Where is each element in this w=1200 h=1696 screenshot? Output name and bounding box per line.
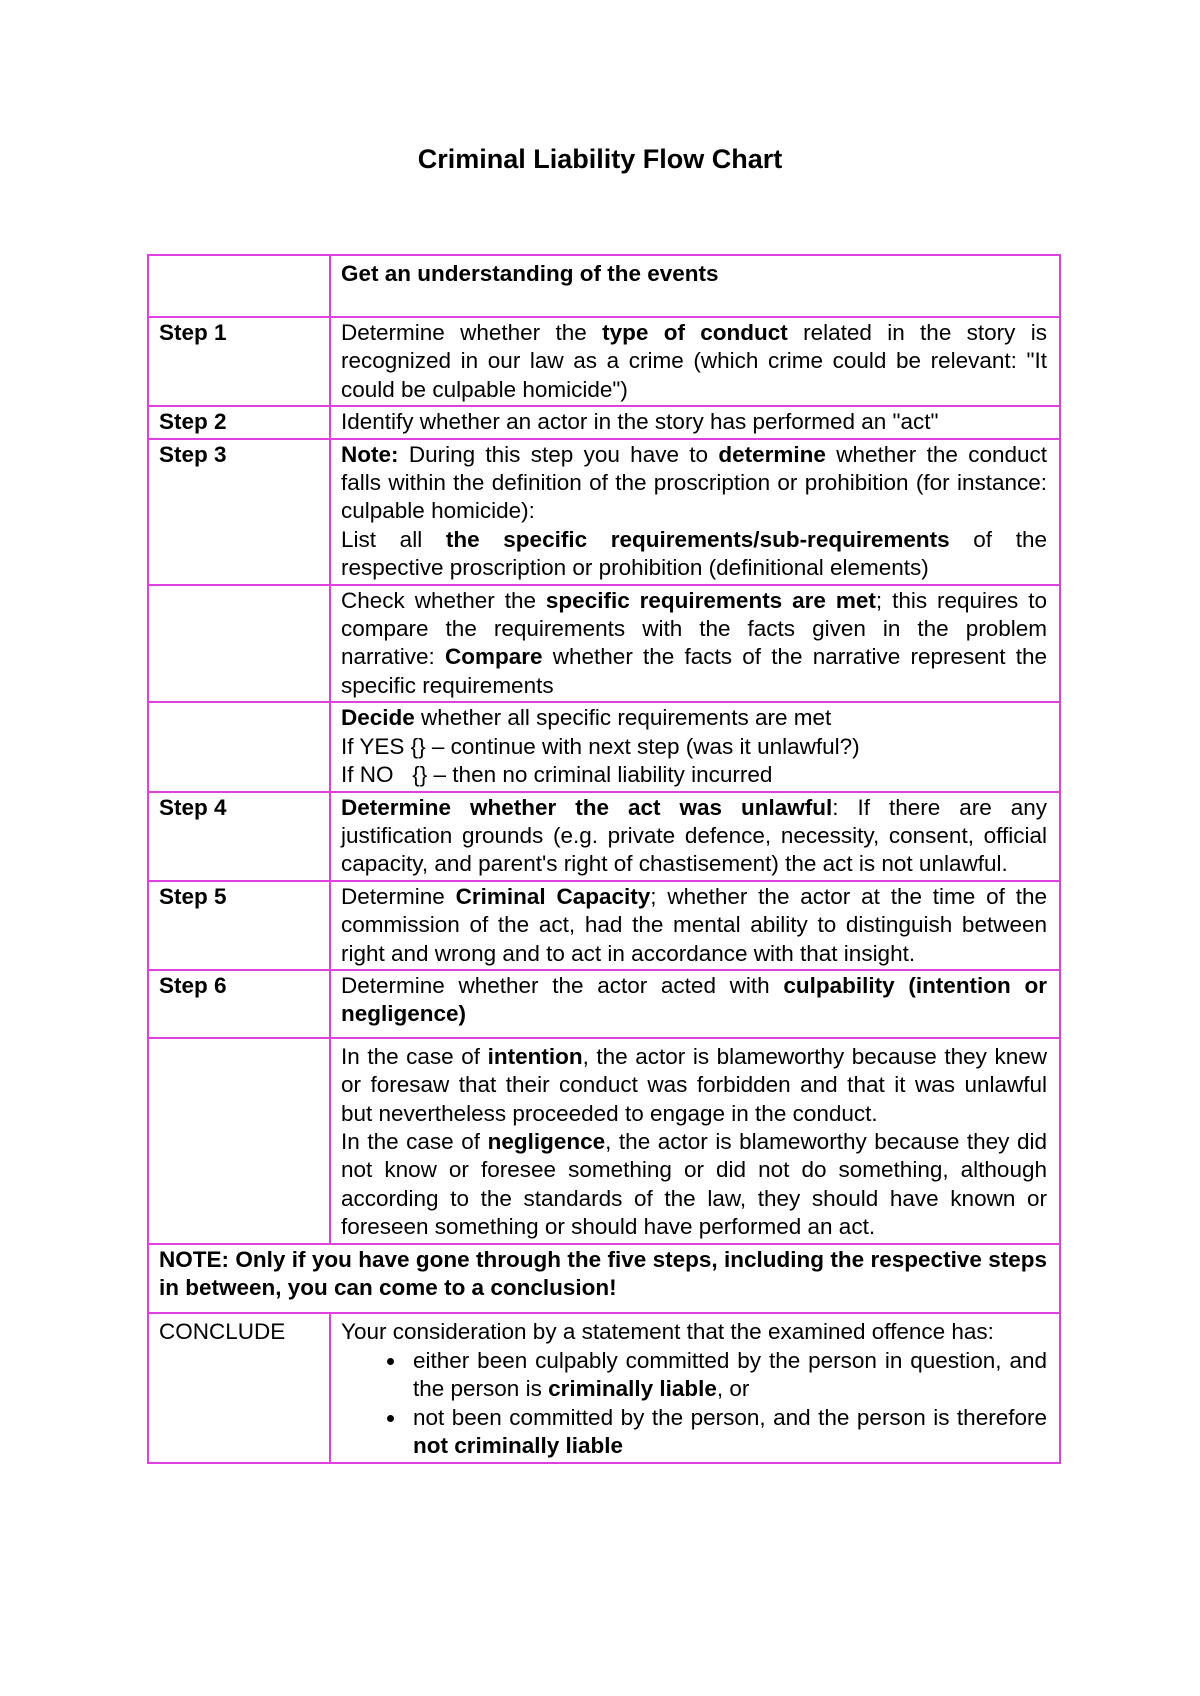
step-1-label: Step 1 xyxy=(148,317,330,406)
step-1-text xyxy=(330,317,1060,406)
header-label-cell xyxy=(148,255,330,317)
bold-run: not criminally liable xyxy=(413,1433,624,1459)
decide-text xyxy=(330,702,1060,791)
list-item xyxy=(407,1404,1047,1461)
step-2-text: Identify whether an actor in the story has performed an "act" xyxy=(330,406,1060,438)
conclude-text xyxy=(330,1313,1060,1463)
check-requirements-text xyxy=(330,585,1060,703)
text-run: Determine whether the actor acted with xyxy=(341,972,784,998)
step-6-text xyxy=(330,970,1060,1038)
text-run: whether the conduct falls within the definition of the proscription or prohibition (for instance: culpable homicide): xyxy=(341,441,1047,524)
flow-chart-table xyxy=(147,254,1061,1464)
text-run: Determine whether the xyxy=(341,320,603,345)
text-run: ; this requires to compare the requirements with the facts given in the problem narrative: xyxy=(341,587,1048,670)
bold-run: Compare xyxy=(445,644,543,670)
text-run: , or xyxy=(716,1376,750,1402)
bold-run: negligence xyxy=(487,1128,606,1154)
bold-run: Determine whether the act was unlawful xyxy=(341,794,833,820)
header-text-cell xyxy=(330,255,1060,317)
bold-run: culpability (intention or negligence) xyxy=(341,972,1047,1027)
table-row xyxy=(148,406,1060,438)
table-row xyxy=(148,702,1060,791)
empty-label-cell xyxy=(148,585,330,703)
text-run: ; whether the actor at the time of the commission of the act, had the mental ability to distinguish between right and wrong and to act in accordance with that insight. xyxy=(341,883,1047,966)
step-6-label: Step 6 xyxy=(148,970,330,1038)
bold-run: criminally liable xyxy=(548,1376,717,1402)
culpability-text xyxy=(330,1038,1060,1244)
bold-run: specific requirements are met xyxy=(545,587,876,613)
text-run: whether all specific requirements are met xyxy=(414,705,832,731)
text-run: Determine xyxy=(341,883,456,909)
step-3-label: Step 3 xyxy=(148,439,330,585)
empty-label-cell xyxy=(148,1038,330,1244)
table-row xyxy=(148,317,1060,406)
table-row xyxy=(148,970,1060,1038)
step-3-text xyxy=(330,439,1060,585)
text-run: of the respective proscription or prohibition (definitional elements) xyxy=(341,526,1047,581)
text-run: , the actor is blameworthy because they knew or foresaw that their conduct was forbidden and that it was unlawful but nevertheless proceeded to engage in the conduct. xyxy=(341,1043,1047,1126)
bold-run: intention xyxy=(487,1043,583,1069)
header-text: Get an understanding of the events xyxy=(341,261,719,286)
decide-no: If NO {} – then no criminal liability incurred xyxy=(341,762,773,788)
step-5-label: Step 5 xyxy=(148,881,330,970)
decide-yes: If YES {} – continue with next step (was it unlawful?) xyxy=(341,733,860,759)
note-cell xyxy=(148,1244,1060,1314)
step-2-label: Step 2 xyxy=(148,406,330,438)
text-run: related in the story is recognized in our law as a crime (which crime could be relevant: "It could be culpable homicide") xyxy=(341,320,1047,402)
page-title: Criminal Liability Flow Chart xyxy=(417,144,783,174)
text-run: not been committed by the person, and the person is therefore xyxy=(413,1404,1047,1430)
table-row xyxy=(148,585,1060,703)
text-run: In the case of xyxy=(341,1043,488,1069)
step-4-text xyxy=(330,792,1060,881)
table-row xyxy=(148,1313,1060,1463)
text-run: either been culpably committed by the person in question, and the person is xyxy=(413,1347,1047,1402)
bold-run: Decide xyxy=(341,705,415,731)
bold-run: determine xyxy=(718,441,826,467)
text-run: During this step you have to xyxy=(398,441,719,467)
table-row xyxy=(148,792,1060,881)
note-text: NOTE: Only if you have gone through the five steps, including the respective steps in between, you can come to a conclusion! xyxy=(159,1246,1047,1300)
text-run: In the case of xyxy=(341,1128,488,1154)
text-run: , the actor is blameworthy because they did not know or foresee something or did not do something, although according to the standards of the law, they should have known or foreseen something or should have performed an act. xyxy=(341,1128,1048,1240)
table-row xyxy=(148,255,1060,317)
text-run: List all xyxy=(341,526,446,552)
text-run: Check whether the xyxy=(341,587,546,613)
table-row xyxy=(148,439,1060,585)
conclude-label: CONCLUDE xyxy=(148,1313,330,1463)
table-row xyxy=(148,1244,1060,1314)
conclude-intro: Your consideration by a statement that the examined offence has: xyxy=(341,1319,994,1345)
bold-run: Note: xyxy=(341,441,399,467)
text-run: whether the facts of the narrative represent the specific requirements xyxy=(341,644,1048,698)
text-run: : If there are any justification grounds (e.g. private defence, necessity, consent, official capacity, and parent's right of chastisement) the act is not unlawful. xyxy=(341,794,1047,877)
step-5-text xyxy=(330,881,1060,970)
empty-label-cell xyxy=(148,702,330,791)
conclusion-options xyxy=(341,1347,1047,1461)
bold-run: type of conduct xyxy=(602,320,788,345)
bold-run: Criminal Capacity xyxy=(455,883,651,909)
step-4-label: Step 4 xyxy=(148,792,330,881)
table-row xyxy=(148,1038,1060,1244)
table-row xyxy=(148,881,1060,970)
list-item xyxy=(407,1347,1047,1404)
bold-run: the specific requirements/sub-requirements xyxy=(445,526,950,552)
